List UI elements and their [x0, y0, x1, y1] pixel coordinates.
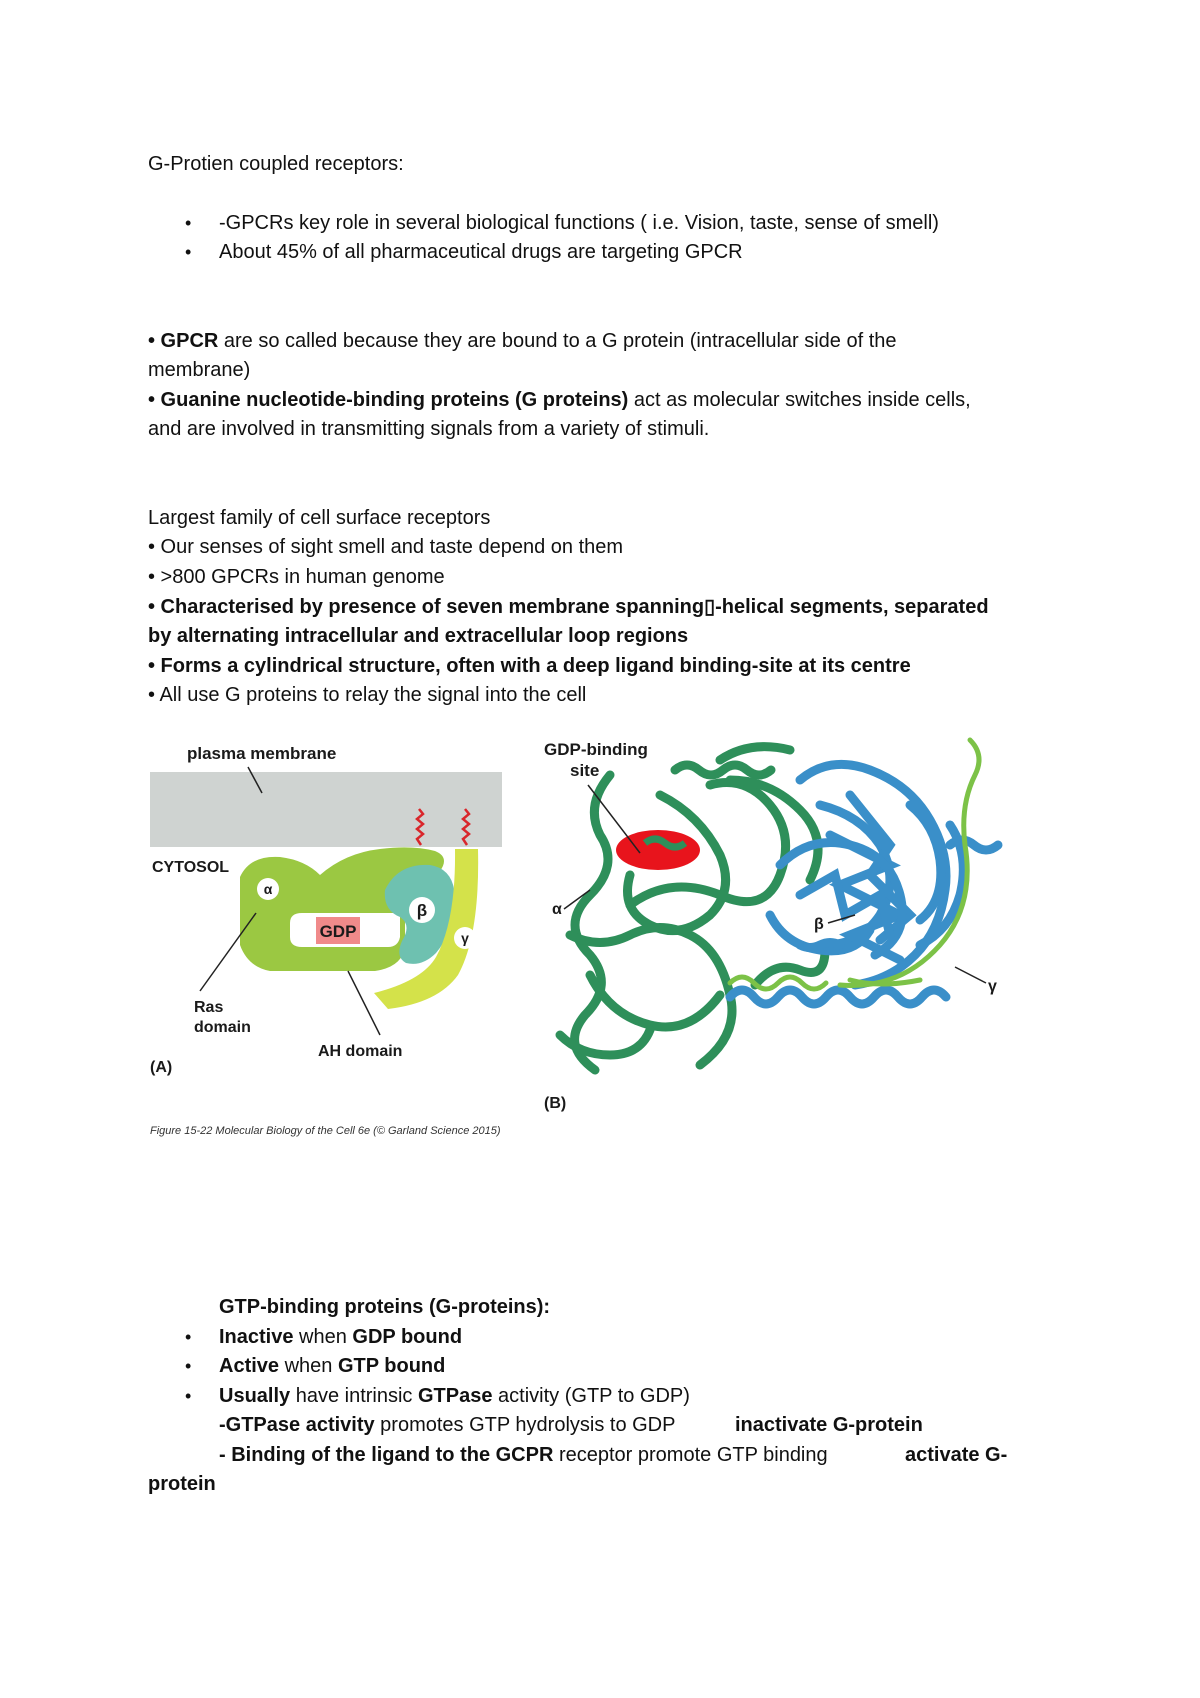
panel-a-label: (A) — [150, 1059, 173, 1076]
sub-line — [219, 1412, 675, 1438]
list-item: • Our senses of sight smell and taste depend on them — [148, 536, 624, 558]
bullet-text: About 45% of all pharmaceutical drugs are targeting GPCR — [219, 241, 743, 263]
beta-label: β — [814, 916, 824, 933]
plasma-membrane-label: plasma membrane — [187, 744, 337, 763]
alpha-label: α — [552, 901, 562, 918]
sub-line — [219, 1442, 828, 1468]
gamma-label: γ — [988, 978, 997, 995]
bullet-text — [219, 1324, 462, 1350]
gdp-binding-label: GDP-binding — [544, 740, 648, 759]
beta-symbol: β — [416, 901, 428, 920]
site-label: site — [570, 761, 600, 780]
bullet-marker: • — [185, 1386, 192, 1406]
figure-panel-b — [530, 735, 1070, 1115]
text-run: receptor promote GTP binding — [553, 1444, 828, 1466]
section-heading: G-Protien coupled receptors: — [148, 153, 404, 175]
text-run: when — [293, 1326, 353, 1348]
bullet-text — [219, 1383, 690, 1409]
gamma-pointer — [955, 967, 986, 983]
arrow-result: activate G- — [905, 1444, 1008, 1466]
list-item: • Characterised by presence of seven membrane spanning▯-helical segments, separated — [148, 596, 989, 618]
bullet-marker: • — [185, 242, 192, 262]
paragraph-line: membrane) — [148, 359, 251, 381]
alpha-symbol: α — [263, 881, 273, 897]
ah-pointer — [348, 971, 380, 1035]
list-item: by alternating intracellular and extracellular loop regions — [148, 625, 689, 647]
bullet-marker: • — [185, 213, 192, 233]
arrow-result: inactivate G-protein — [735, 1414, 923, 1436]
alpha-ribbon — [560, 747, 825, 1070]
list-item: • >800 GPCRs in human genome — [148, 566, 445, 588]
panel-b-label: (B) — [544, 1095, 567, 1112]
sub-line: protein — [148, 1473, 216, 1495]
cytosol-label: CYTOSOL — [152, 859, 230, 876]
list-item: • Forms a cylindrical structure, often with a deep ligand binding-site at its centre — [148, 655, 911, 677]
text-run: when — [279, 1355, 338, 1377]
paragraph-line: and are involved in transmitting signals from a variety of stimuli. — [148, 418, 710, 440]
plasma-membrane-band — [150, 772, 502, 847]
bold-term: Inactive — [219, 1326, 294, 1348]
text-run: have intrinsic — [290, 1385, 418, 1407]
bold-term: - Binding of the ligand to the GCPR — [219, 1444, 554, 1466]
bold-term: -GTPase activity — [219, 1414, 375, 1436]
text-run: activity (GTP to GDP) — [492, 1385, 690, 1407]
paragraph-line: Largest family of cell surface receptors — [148, 507, 491, 529]
bold-term: Active — [219, 1355, 280, 1377]
text-run: act as molecular switches inside cells, — [628, 389, 971, 411]
bold-term: GDP bound — [352, 1326, 463, 1348]
bold-term: GTP bound — [337, 1355, 446, 1377]
bold-term: GTPase — [418, 1385, 493, 1407]
bullet-marker: • — [185, 1327, 192, 1347]
paragraph-line — [148, 387, 971, 413]
figure-caption: Figure 15-22 Molecular Biology of the Cell 6e (© Garland Science 2015) — [150, 1125, 501, 1137]
bold-term: Usually — [219, 1385, 291, 1407]
domain-label: domain — [194, 1019, 251, 1036]
bullet-marker: • — [185, 1356, 192, 1376]
paragraph-line — [148, 328, 897, 354]
section-heading: GTP-binding proteins (G-proteins): — [219, 1296, 551, 1318]
text-run: promotes GTP hydrolysis to GDP — [374, 1414, 676, 1436]
bullet-text: -GPCRs key role in several biological functions ( i.e. Vision, taste, sense of smell) — [219, 212, 939, 234]
ah-domain-label: AH domain — [318, 1043, 403, 1060]
bullet-text — [219, 1353, 445, 1379]
bold-term: • Guanine nucleotide-binding proteins (G proteins) — [148, 389, 629, 411]
ras-label: Ras — [194, 999, 224, 1016]
text-run: are so called because they are bound to a G protein (intracellular side of the — [218, 330, 897, 352]
figure-panel-a — [140, 735, 520, 1085]
bold-term: • GPCR — [148, 330, 219, 352]
list-item: • All use G proteins to relay the signal into the cell — [148, 684, 587, 706]
gdp-label: GDP — [319, 922, 357, 941]
gamma-symbol: γ — [461, 930, 469, 946]
